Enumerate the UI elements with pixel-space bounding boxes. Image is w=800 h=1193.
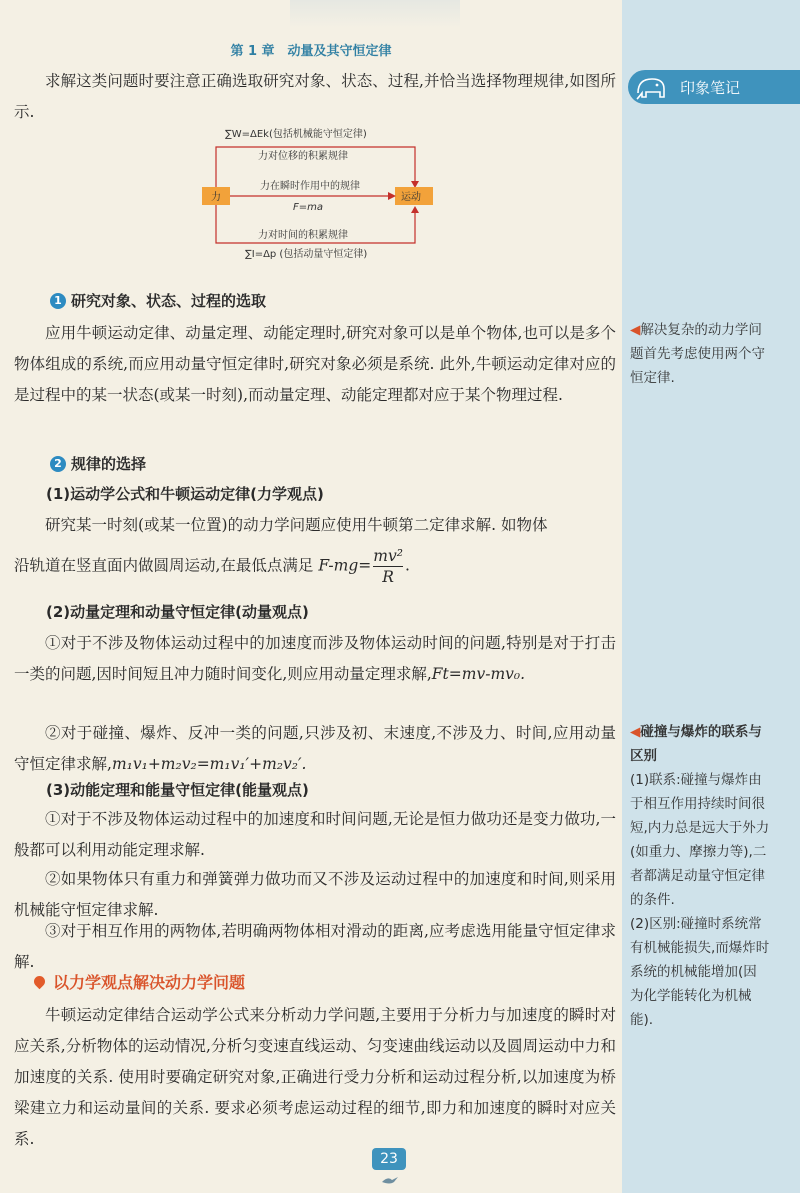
diagram-force-label: 力 xyxy=(211,192,221,203)
section-1-title: 研究对象、状态、过程的选取 xyxy=(71,292,267,310)
law-diagram xyxy=(200,125,440,265)
p1-frac-den: R xyxy=(382,568,394,586)
force-viewpoint-title: 以力学观点解决动力学问题 xyxy=(53,973,246,992)
triangle-icon: ◀ xyxy=(630,322,641,338)
p3-title: (3)动能定理和能量守恒定律(能量观点) xyxy=(46,781,309,799)
section-2-title: 规律的选择 xyxy=(71,455,147,473)
section-1-number: 1 xyxy=(50,293,66,309)
diagram-top-arrowhead xyxy=(411,181,419,188)
side-note-2-title: 碰撞与爆炸的联系与区别 xyxy=(630,724,762,764)
section-2-number: 2 xyxy=(50,456,66,472)
top-decoration xyxy=(290,0,460,28)
diagram-mid-formula: F=ma xyxy=(293,202,323,213)
p3-c: ③对于相互作用的两物体,若明确两物体相对滑动的距离,应考虑选用能量守恒定律求解. xyxy=(14,922,616,971)
bird-icon xyxy=(380,1174,400,1186)
p2-title: (2)动量定理和动量守恒定律(动量观点) xyxy=(46,603,309,621)
bullet-icon xyxy=(32,974,48,990)
p2-a xyxy=(14,628,616,690)
p1-formula-left: F-mg= xyxy=(318,556,372,575)
diagram-bottom-label: 力对时间的积累规律 xyxy=(258,230,348,241)
p2-a-text: ①对于不涉及物体运动过程中的加速度而涉及物体运动时间的问题,特别是对于打击一类的问题,因时间短且冲力随时间变化,则应用动量定理求解, xyxy=(14,634,616,683)
p1-text1: 研究某一时刻(或某一位置)的动力学问题应使用牛顿第二定律求解. 如物体 xyxy=(45,516,548,534)
diagram-top-formula: ∑W=ΔEk(包括机械能守恒定律) xyxy=(225,129,367,140)
page-number: 23 xyxy=(372,1148,406,1170)
p3-a: ①对于不涉及物体运动过程中的加速度和时间问题,无论是恒力做功还是变力做功,一般都可以利用动能定理求解. xyxy=(14,810,616,859)
side-note-2-a: (1)联系:碰撞与爆炸由于相互作用持续时间很短,内力总是远大于外力(如重力、摩擦力等),二者都满足动量守恒定律的条件. xyxy=(630,772,770,908)
force-viewpoint-heading xyxy=(34,970,245,993)
p2-b-text: ②对于碰撞、爆炸、反冲一类的问题,只涉及初、末速度,不涉及力、时间,应用动量守恒定律求解, xyxy=(14,724,616,773)
chapter-header: 第 1 章 动量及其守恒定律 xyxy=(230,44,392,59)
side-note-2-b: (2)区别:碰撞时系统常有机械能损失,而爆炸时系统的机械能增加(因为化学能转化为机械能). xyxy=(630,916,770,1028)
section-1-text: 应用牛顿运动定律、动量定理、动能定理时,研究对象可以是单个物体,也可以是多个物体组成的系统,而应用动量守恒定律时,研究对象必须是系统. 此外,牛顿运动定律对应的是过程中的某一状态(或某一时刻),而动量定理、动能定理都对应于某个物理过程. xyxy=(14,324,616,404)
p2-b-formula: m₁v₁+m₂v₂=m₁v₁′+m₂v₂′. xyxy=(111,755,307,773)
diagram-bottom-arrowhead xyxy=(411,206,419,213)
notes-badge xyxy=(628,70,800,104)
diagram-mid-label: 力在瞬时作用中的规律 xyxy=(260,181,360,192)
force-viewpoint-text: 牛顿运动定律结合运动学公式来分析动力学问题,主要用于分析力与加速度的瞬时对应关系,分析物体的运动情况,分析匀变速直线运动、匀变速曲线运动以及圆周运动中力和加速度的关系. 使用时要确定研究对象,正确进行受力分析和运动过程分析,以加速度为桥梁建立力和运动量间的关系. 要求必须考虑运动过程的细节,即力和加速度的瞬时对应关系. xyxy=(14,1006,616,1148)
diagram-mid-arrowhead xyxy=(388,192,396,200)
elephant-icon xyxy=(634,73,670,101)
diagram-bottom-formula: ∑I=Δp (包括动量守恒定律) xyxy=(245,249,368,260)
diagram-top-label: 力对位移的积累规律 xyxy=(258,151,348,162)
side-note-1-text: 解决复杂的动力学问题首先考虑使用两个守恒定律. xyxy=(630,322,765,386)
p1-fraction xyxy=(373,546,403,587)
notes-badge-label: 印象笔记 xyxy=(680,78,741,97)
p1-title: (1)运动学公式和牛顿运动定律(力学观点) xyxy=(46,485,324,503)
diagram-motion-label: 运动 xyxy=(401,192,421,203)
p3-b: ②如果物体只有重力和弹簧弹力做功而又不涉及运动过程中的加速度和时间,则采用机械能守恒定律求解. xyxy=(14,870,616,919)
p2-b xyxy=(14,718,616,780)
p1-text2: 沿轨道在竖直面内做圆周运动,在最低点满足 xyxy=(14,556,314,575)
side-note-1 xyxy=(630,318,770,390)
intro-paragraph: 求解这类问题时要注意正确选取研究对象、状态、过程,并恰当选择物理规律,如图所示. xyxy=(14,72,616,121)
side-note-2-head xyxy=(630,720,770,768)
p1-frac-num: mv² xyxy=(373,547,403,565)
section-2-heading xyxy=(50,453,146,474)
section-1-heading xyxy=(50,290,266,311)
triangle-icon: ◀ xyxy=(630,724,641,740)
p2-a-formula: Ft=mv-mv₀. xyxy=(431,665,526,683)
side-note-2 xyxy=(630,720,770,1032)
p1-formula-line: 沿轨道在竖直面内做圆周运动,在最低点满足 F-mg= $\frac{\text{mv²}}{R}$ . xyxy=(14,547,410,586)
